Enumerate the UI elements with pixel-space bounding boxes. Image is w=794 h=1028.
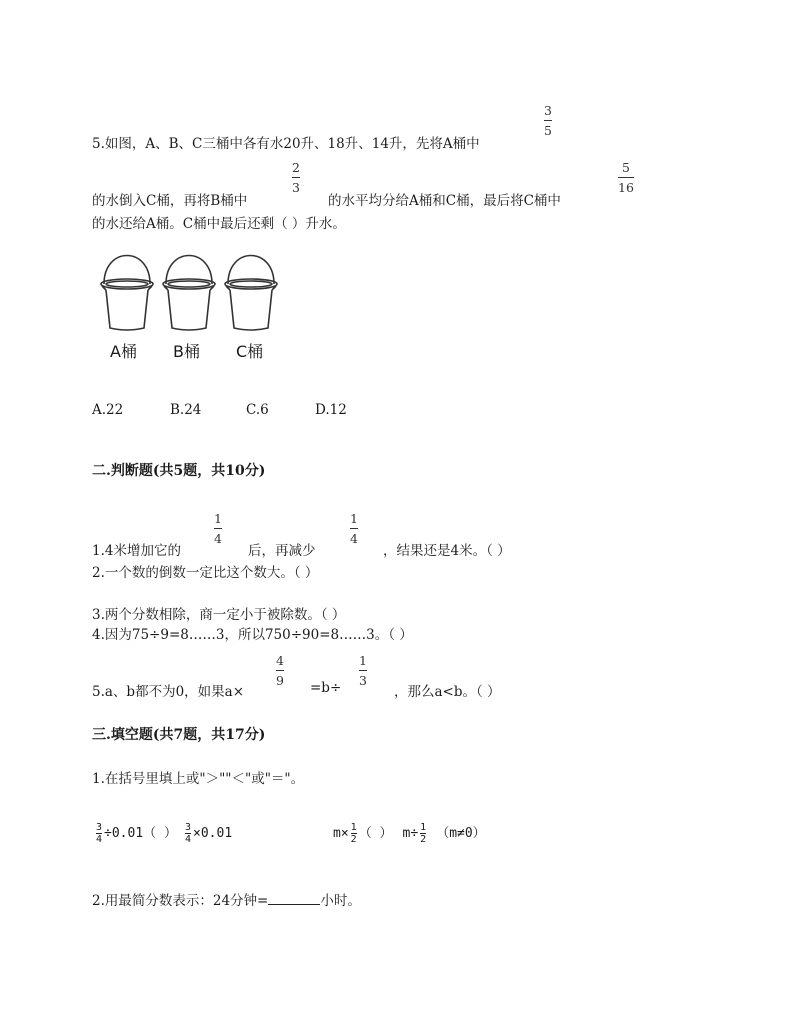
fraction-3-5: 3 5 [544,103,552,138]
s2q1-part-b: 后，再减少 [248,543,316,559]
s2q3: 3.两个分数相除，商一定小于被除数。（ ） [92,607,346,623]
fraction-1-2: $\frac{1}{2}$ [350,822,357,845]
bucket-b-icon [163,256,215,331]
q5-line2b: 的水平均分给A桶和C桶，最后将C桶中 [328,193,561,209]
fraction-3-4: $\frac{3}{4}$ [96,822,103,845]
buckets-illustration [96,250,286,335]
fraction-1-2: $\frac{1}{2}$ [420,822,427,845]
bucket-label-c: C桶 [236,342,264,361]
s2q5-fraction-1: 4 9 [276,653,284,688]
section2-title: 二.判断题(共5题，共10分) [92,463,266,479]
s3q2: 2.用最简分数表示：24分钟= 小时。 [92,889,361,909]
q5-line1: 5.如图，A、B、C三桶中各有水20升、18升、14升，先将A桶中 [92,136,480,152]
q5-line2a: 的水倒入C桶，再将B桶中 [92,193,248,209]
s2q5-part-c: ，那么a<b。（ ） [394,684,501,700]
s2q1-fraction-2: 1 4 [350,511,358,546]
s3q1-expression-row-2: m× $\frac{1}{2}$ （ ） m÷ $\frac{1}{2}$ （m≠0） [333,822,486,845]
bucket-label-b: B桶 [173,342,200,361]
bucket-c-icon [225,256,277,331]
s2q4: 4.因为75÷9=8……3，所以750÷90=8……3。（ ） [92,627,413,643]
option-a: A.22 [92,402,124,418]
option-c: C.6 [246,402,269,418]
s2q5-fraction-2: 1 3 [359,653,367,688]
option-d: D.12 [315,402,347,418]
bucket-a-icon [101,256,153,331]
section3-title: 三.填空题(共7题，共17分) [92,727,266,743]
s2q5-part-a: 5.a、b都不为0，如果a× [92,684,245,700]
bucket-label-a: A桶 [110,342,137,361]
fraction-3-4: $\frac{3}{4}$ [185,822,192,845]
s2q1-part-c: ，结果还是4米。（ ） [383,543,511,559]
s3q1: 1.在括号里填上或"＞""＜"或"＝"。 [92,771,305,787]
s2q2: 2.一个数的倒数一定比这个数大。（ ） [92,565,319,581]
q5-line3: 的水还给A桶。C桶中最后还剩（ ）升水。 [92,216,346,232]
s2q5-part-b: =b÷ [310,680,342,696]
fraction-5-16: 5 16 [618,160,634,195]
fraction-2-3: 2 3 [292,160,300,195]
s3q1-expression-row: $\frac{3}{4}$ ÷0.01（ ） $\frac{3}{4}$ ×0.01 [96,822,233,845]
answer-blank[interactable] [268,890,320,905]
s2q1-part-a: 1.4米增加它的 [92,543,181,559]
s2q1-fraction-1: 1 4 [214,511,222,546]
option-b: B.24 [170,402,202,418]
